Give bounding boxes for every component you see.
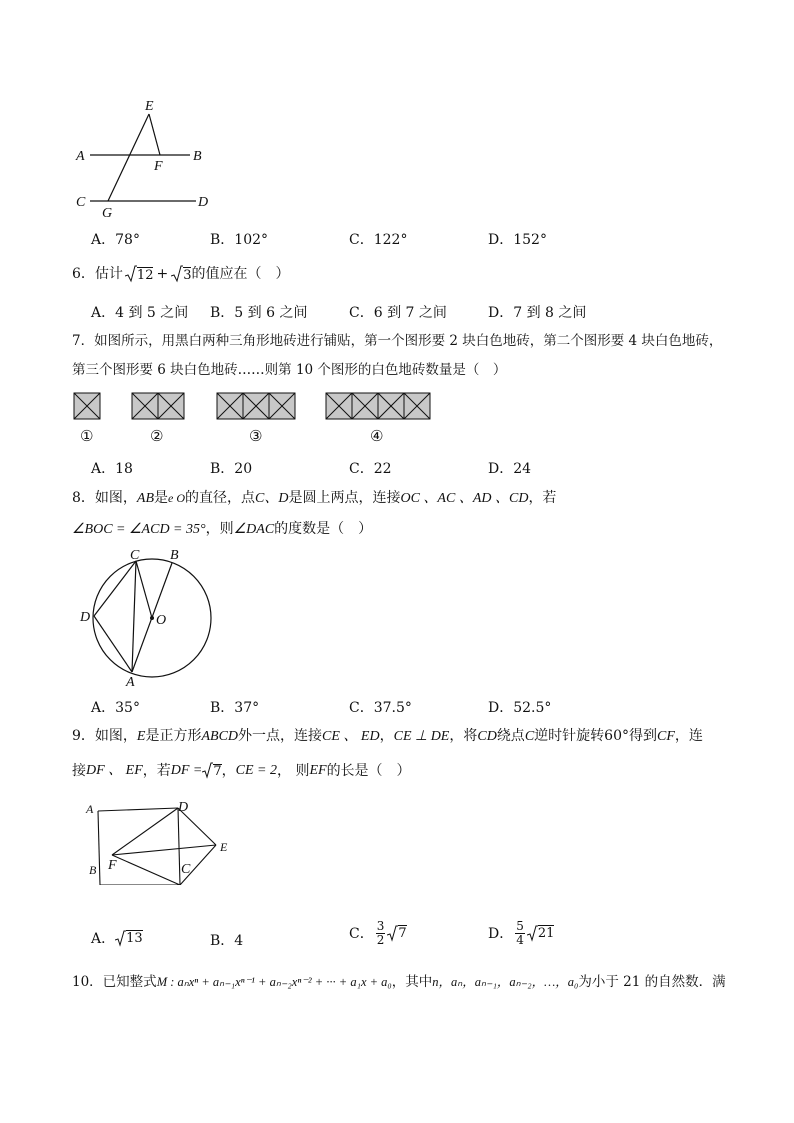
q6-prefix: 6．估计 <box>72 266 123 282</box>
option-radicand: 7 <box>398 926 407 942</box>
q7-stem-line-1: 7．如图所示，用黑白两种三角形地砖进行铺贴，第一个图形要 2 块白色地砖，第二个图形要 4 块白色地砖， <box>72 333 723 349</box>
text: 得到 <box>628 728 657 744</box>
option-radicand: 21 <box>537 926 555 942</box>
option-text: 37.5° <box>373 700 412 716</box>
option-text: 52.5° <box>513 700 552 716</box>
text: ，将 <box>449 728 478 744</box>
label-e: E <box>145 99 154 114</box>
text: 10．已知整式 <box>72 974 157 990</box>
figure-label-2: ② <box>150 427 164 445</box>
math: DF = <box>170 762 203 778</box>
text: ，其中 <box>391 974 433 990</box>
line-ge <box>108 114 149 201</box>
math: CD <box>477 729 497 744</box>
tile-figure-3 <box>217 393 295 419</box>
q9-stem-line-1 <box>72 729 703 744</box>
line-ef <box>149 114 160 155</box>
sqrt-sign-icon <box>115 930 126 947</box>
option-letter: C． <box>349 926 374 943</box>
q6-suffix: 的值应在（ ） <box>191 266 290 282</box>
option-letter: A． <box>91 232 116 248</box>
variables: n，aₙ，aₙ₋₁，aₙ₋₂，…，a₀ <box>432 975 579 989</box>
math: AB <box>136 491 155 506</box>
label-c: C <box>76 195 86 210</box>
math: ∠DAC <box>233 522 275 537</box>
q5-figure <box>70 95 220 220</box>
option-text: 4 到 5 之间 <box>115 305 189 321</box>
label-a: A <box>76 149 85 164</box>
label-g: G <box>102 206 113 220</box>
q5-option-b[interactable] <box>210 229 268 249</box>
option-text: 37° <box>234 700 260 716</box>
option-text: 24 <box>513 461 532 477</box>
math: C <box>524 729 535 744</box>
q6-option-a[interactable] <box>91 302 188 322</box>
q9-option-d[interactable] <box>488 920 554 946</box>
option-text: 20 <box>234 461 253 477</box>
fraction-numerator: 3 <box>376 919 385 933</box>
q6-option-b[interactable] <box>210 302 307 322</box>
math: E <box>136 729 146 744</box>
text: 绕点 <box>496 728 525 744</box>
label-a: A <box>86 802 94 816</box>
q8-stem-line-1 <box>72 491 556 506</box>
text: 的直径，点 <box>185 490 256 506</box>
option-letter: A． <box>91 931 116 947</box>
option-text: 22 <box>373 461 392 477</box>
label-o: O <box>156 613 167 628</box>
text: ， <box>379 728 394 744</box>
option-letter: D． <box>488 461 514 477</box>
q7-tile-figures <box>70 390 440 450</box>
q9-option-a[interactable] <box>91 928 143 948</box>
option-text: 122° <box>373 232 408 248</box>
label-f: F <box>108 858 117 873</box>
sqrt-sign-icon <box>202 762 213 779</box>
figure-label-4: ④ <box>370 427 384 445</box>
text: 是圆上两点，连接 <box>288 490 401 506</box>
option-letter: D． <box>488 700 514 716</box>
q9-option-b[interactable] <box>210 930 243 950</box>
math: ∠BOC = ∠ACD = 35° <box>72 522 206 537</box>
q8-figure <box>74 543 219 688</box>
math: EF <box>309 762 327 778</box>
option-text: 78° <box>115 232 140 248</box>
math: 60° <box>604 728 629 744</box>
text: 是 <box>154 490 169 506</box>
q9-option-c[interactable] <box>349 920 407 946</box>
q8-stem-line-2 <box>72 522 372 537</box>
text: 9．如图， <box>72 728 137 744</box>
option-text: 152° <box>513 232 547 248</box>
text: ，若 <box>528 490 557 506</box>
q6-radicand-1: 12 <box>136 267 154 283</box>
label-e: E <box>220 840 228 854</box>
segment-oc <box>136 561 152 618</box>
option-text: 4 <box>234 933 244 949</box>
option-letter: B． <box>210 305 235 321</box>
option-letter: C． <box>349 232 374 248</box>
tile-figure-1 <box>74 393 100 419</box>
q8-option-c[interactable] <box>349 697 412 717</box>
option-fraction <box>515 920 525 946</box>
text: ，连 <box>674 728 703 744</box>
label-d: D <box>198 195 209 210</box>
text: ，若 <box>142 762 171 779</box>
option-letter: B． <box>210 232 235 248</box>
option-letter: A． <box>91 461 116 477</box>
q9-label-c: C <box>181 862 191 877</box>
q8-option-d[interactable] <box>488 697 551 717</box>
option-letter: B． <box>210 461 235 477</box>
math: CE ⊥ DE <box>393 729 450 744</box>
q9-figure-labels <box>82 797 242 887</box>
sqrt-sign-icon <box>171 265 183 283</box>
label-d: D <box>80 610 91 625</box>
q7-option-a[interactable] <box>91 458 133 478</box>
q6-option-d[interactable] <box>488 302 586 322</box>
q5-option-c[interactable] <box>349 229 407 249</box>
option-text: 18 <box>115 461 133 477</box>
q10-stem-line-1 <box>72 976 726 990</box>
option-letter: B． <box>210 933 235 949</box>
option-letter: C． <box>349 700 374 716</box>
option-letter: D． <box>488 926 514 943</box>
q5-option-d[interactable] <box>488 229 547 249</box>
option-letter: D． <box>488 305 514 321</box>
center-point <box>150 616 154 620</box>
math: CE = 2 <box>235 762 277 778</box>
q6-radicand-2: 3 <box>183 267 192 283</box>
math: C、D <box>255 491 289 506</box>
q8-option-a[interactable] <box>91 697 140 717</box>
text: 的度数是（ ） <box>274 521 373 537</box>
option-text: 102° <box>234 232 269 248</box>
q9-label-b: B <box>89 863 97 877</box>
math: e O <box>168 491 186 505</box>
text: 接 <box>72 762 86 779</box>
label-c: C <box>130 548 140 563</box>
text: ， 则 <box>277 762 310 779</box>
math: 7 <box>213 763 222 779</box>
q8-option-b[interactable] <box>210 697 259 717</box>
label-a: A <box>126 675 135 688</box>
figure-label-1: ① <box>80 427 94 445</box>
option-text: 7 到 8 之间 <box>513 305 587 321</box>
q5-option-a[interactable] <box>91 229 140 249</box>
q9-stem-line-2 <box>72 762 411 779</box>
sqrt-sign-icon <box>125 265 137 283</box>
polynomial: M : aₙxⁿ + aₙ₋₁xⁿ⁻¹ + aₙ₋₂xⁿ⁻² + ··· + a₁x + a₀ <box>156 975 392 989</box>
q6-stem <box>72 265 289 283</box>
text: 为小于 21 的自然数．满 <box>578 974 726 990</box>
option-text: 6 到 7 之间 <box>373 305 447 321</box>
text: 外一点，连接 <box>238 728 323 744</box>
tile-figure-2 <box>132 393 184 419</box>
math: OC 、AC 、AD 、CD <box>400 491 529 506</box>
option-letter: B． <box>210 700 235 716</box>
figure-label-3: ③ <box>249 427 263 445</box>
q7-option-c[interactable] <box>349 458 392 478</box>
label-b: B <box>170 548 179 563</box>
option-letter: A． <box>91 305 116 321</box>
sqrt-sign-icon <box>387 925 398 942</box>
q7-option-b[interactable] <box>210 458 252 478</box>
fraction-numerator: 5 <box>516 919 524 933</box>
label-f: F <box>154 159 163 174</box>
tile-figure-4 <box>326 393 430 419</box>
math: DF 、 EF <box>86 762 143 778</box>
option-radicand: 13 <box>126 931 143 946</box>
option-text: 35° <box>115 700 140 716</box>
q6-plus: + <box>156 266 169 282</box>
option-fraction <box>376 920 386 946</box>
text: 逆时针旋转 <box>534 728 605 744</box>
label-d: D <box>178 800 189 815</box>
option-letter: A． <box>91 700 116 716</box>
math: ABCD <box>201 729 239 744</box>
math: CE 、 ED <box>322 729 380 744</box>
option-letter: C． <box>349 461 374 477</box>
option-text: 5 到 6 之间 <box>234 305 308 321</box>
q7-option-d[interactable] <box>488 458 531 478</box>
fraction-denominator: 2 <box>376 932 385 947</box>
q6-option-c[interactable] <box>349 302 447 322</box>
label-b: B <box>193 149 202 164</box>
text: ，则 <box>205 521 234 537</box>
math: CF <box>656 729 675 744</box>
sqrt-sign-icon <box>527 925 538 942</box>
option-letter: D． <box>488 232 514 248</box>
q7-stem-line-2: 第三个图形要 6 块白色地砖……则第 10 个图形的白色地砖数量是（ ） <box>72 362 507 378</box>
option-letter: C． <box>349 305 374 321</box>
text: 8．如图， <box>72 490 137 506</box>
text: ， <box>221 762 236 779</box>
text: 是正方形 <box>145 728 202 744</box>
fraction-denominator: 4 <box>516 932 524 947</box>
segment-ac <box>132 561 136 672</box>
text: 的长是（ ） <box>326 762 411 779</box>
